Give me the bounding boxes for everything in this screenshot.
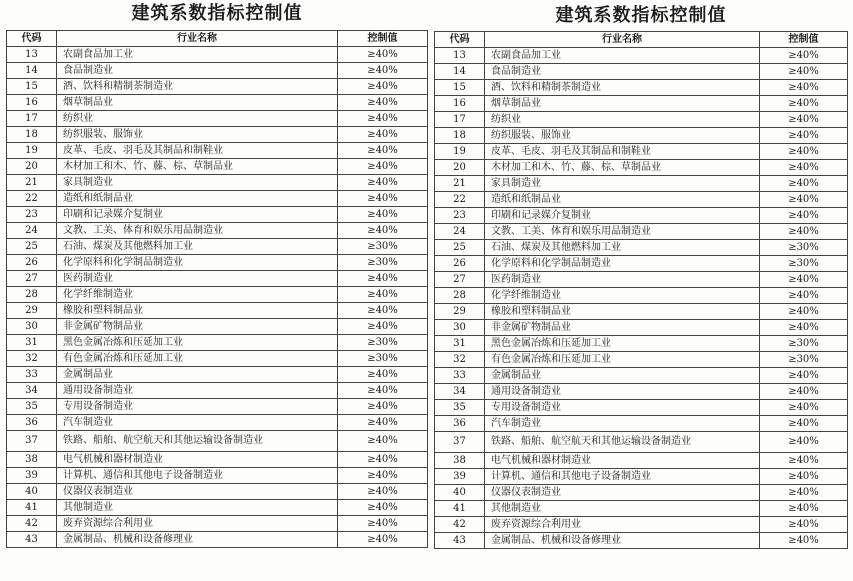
right-table-body xyxy=(435,48,848,549)
cell-code: 36 xyxy=(435,416,485,432)
cell-code: 24 xyxy=(7,223,57,239)
cell-name: 纺织业 xyxy=(57,111,338,127)
table-row xyxy=(7,127,428,143)
cell-code: 42 xyxy=(7,516,57,532)
cell-name: 木材加工和木、竹、藤、棕、草制品业 xyxy=(485,160,760,176)
cell-name: 废弃资源综合利用业 xyxy=(57,516,338,532)
cell-value: ≥40% xyxy=(338,468,428,484)
cell-name: 文教、工美、体育和娱乐用品制造业 xyxy=(485,224,760,240)
cell-name: 黑色金属冶炼和压延加工业 xyxy=(57,335,338,351)
cell-value: ≥40% xyxy=(760,384,848,400)
cell-name: 废弃资源综合利用业 xyxy=(485,517,760,533)
cell-name: 有色金属冶炼和压延加工业 xyxy=(57,351,338,367)
cell-value: ≥40% xyxy=(760,224,848,240)
cell-code: 15 xyxy=(7,79,57,95)
cell-name: 化学纤维制造业 xyxy=(57,287,338,303)
table-row xyxy=(435,288,848,304)
cell-code: 18 xyxy=(435,128,485,144)
table-row xyxy=(7,175,428,191)
cell-name: 文教、工美、体育和娱乐用品制造业 xyxy=(57,223,338,239)
left-table-header-row xyxy=(7,31,428,47)
cell-value: ≥40% xyxy=(338,367,428,383)
cell-name: 汽车制造业 xyxy=(485,416,760,432)
cell-code: 15 xyxy=(435,80,485,96)
cell-value: ≥40% xyxy=(338,431,428,452)
cell-value: ≥40% xyxy=(338,452,428,468)
cell-value: ≥40% xyxy=(760,192,848,208)
right-table-panel xyxy=(434,0,848,549)
cell-value: ≥40% xyxy=(760,112,848,128)
cell-code: 34 xyxy=(7,383,57,399)
cell-code: 35 xyxy=(435,400,485,416)
cell-name: 酒、饮料和精制茶制造业 xyxy=(485,80,760,96)
cell-value: ≥30% xyxy=(338,351,428,367)
cell-code: 35 xyxy=(7,399,57,415)
cell-code: 27 xyxy=(435,272,485,288)
table-row xyxy=(435,272,848,288)
left-table-body xyxy=(7,47,428,548)
cell-name: 食品制造业 xyxy=(485,64,760,80)
cell-code: 17 xyxy=(7,111,57,127)
right-table-header-row xyxy=(435,32,848,48)
cell-name: 印刷和记录媒介复制业 xyxy=(485,208,760,224)
table-row xyxy=(435,384,848,400)
cell-code: 30 xyxy=(7,319,57,335)
cell-name: 酒、饮料和精制茶制造业 xyxy=(57,79,338,95)
cell-name: 医药制造业 xyxy=(485,272,760,288)
left-header-code: 代码 xyxy=(7,31,57,47)
cell-name: 计算机、通信和其他电子设备制造业 xyxy=(485,469,760,485)
cell-value: ≥40% xyxy=(338,500,428,516)
cell-code: 25 xyxy=(435,240,485,256)
cell-code: 25 xyxy=(7,239,57,255)
table-row xyxy=(7,516,428,532)
cell-name: 石油、煤炭及其他燃料加工业 xyxy=(485,240,760,256)
cell-code: 27 xyxy=(7,271,57,287)
table-row xyxy=(7,383,428,399)
left-table-panel xyxy=(6,0,428,548)
cell-name: 汽车制造业 xyxy=(57,415,338,431)
left-control-value-table xyxy=(6,30,428,548)
cell-code: 13 xyxy=(435,48,485,64)
cell-code: 33 xyxy=(7,367,57,383)
cell-value: ≥40% xyxy=(760,64,848,80)
cell-value: ≥40% xyxy=(338,484,428,500)
right-header-value: 控制值 xyxy=(760,32,848,48)
table-row xyxy=(435,517,848,533)
table-row xyxy=(7,79,428,95)
cell-name: 家具制造业 xyxy=(57,175,338,191)
cell-name: 专用设备制造业 xyxy=(57,399,338,415)
cell-value: ≥40% xyxy=(338,532,428,548)
table-row xyxy=(435,533,848,549)
table-row xyxy=(7,452,428,468)
cell-name: 非金属矿物制品业 xyxy=(57,319,338,335)
cell-value: ≥30% xyxy=(760,240,848,256)
cell-code: 38 xyxy=(435,453,485,469)
table-row xyxy=(435,256,848,272)
table-row xyxy=(7,500,428,516)
cell-value: ≥40% xyxy=(760,272,848,288)
table-row xyxy=(7,143,428,159)
cell-name: 黑色金属冶炼和压延加工业 xyxy=(485,336,760,352)
table-row xyxy=(435,48,848,64)
cell-value: ≥40% xyxy=(338,191,428,207)
table-row xyxy=(435,64,848,80)
cell-code: 37 xyxy=(7,431,57,452)
cell-value: ≥40% xyxy=(338,127,428,143)
cell-code: 24 xyxy=(435,224,485,240)
cell-code: 33 xyxy=(435,368,485,384)
table-row xyxy=(7,207,428,223)
table-row xyxy=(435,304,848,320)
cell-name: 皮革、毛皮、羽毛及其制品和制鞋业 xyxy=(485,144,760,160)
cell-name: 印刷和记录媒介复制业 xyxy=(57,207,338,223)
cell-name: 纺织服装、服饰业 xyxy=(485,128,760,144)
cell-code: 31 xyxy=(7,335,57,351)
cell-value: ≥40% xyxy=(338,223,428,239)
cell-name: 电气机械和器材制造业 xyxy=(57,452,338,468)
cell-name: 计算机、通信和其他电子设备制造业 xyxy=(57,468,338,484)
cell-value: ≥40% xyxy=(338,63,428,79)
cell-value: ≥40% xyxy=(760,432,848,453)
table-row xyxy=(7,468,428,484)
cell-name: 化学原料和化学制品制造业 xyxy=(57,255,338,271)
cell-value: ≥30% xyxy=(760,336,848,352)
cell-code: 22 xyxy=(7,191,57,207)
cell-value: ≥40% xyxy=(338,175,428,191)
table-row xyxy=(7,303,428,319)
cell-name: 电气机械和器材制造业 xyxy=(485,453,760,469)
table-row xyxy=(435,160,848,176)
table-row xyxy=(435,416,848,432)
table-row xyxy=(7,223,428,239)
cell-code: 28 xyxy=(7,287,57,303)
cell-code: 34 xyxy=(435,384,485,400)
table-row xyxy=(7,367,428,383)
cell-value: ≥40% xyxy=(338,383,428,399)
cell-name: 铁路、船舶、航空航天和其他运输设备制造业 xyxy=(57,431,338,452)
cell-code: 16 xyxy=(7,95,57,111)
cell-name: 家具制造业 xyxy=(485,176,760,192)
cell-value: ≥40% xyxy=(760,368,848,384)
cell-value: ≥40% xyxy=(760,96,848,112)
cell-name: 其他制造业 xyxy=(57,500,338,516)
cell-value: ≥40% xyxy=(760,48,848,64)
table-row xyxy=(435,96,848,112)
cell-value: ≥40% xyxy=(760,144,848,160)
cell-name: 通用设备制造业 xyxy=(57,383,338,399)
cell-name: 农副食品加工业 xyxy=(57,47,338,63)
table-row xyxy=(7,239,428,255)
table-row xyxy=(7,415,428,431)
table-row xyxy=(435,224,848,240)
table-row xyxy=(435,501,848,517)
cell-code: 28 xyxy=(435,288,485,304)
cell-value: ≥40% xyxy=(338,79,428,95)
cell-code: 23 xyxy=(7,207,57,223)
cell-code: 23 xyxy=(435,208,485,224)
table-row xyxy=(435,192,848,208)
table-row xyxy=(435,208,848,224)
cell-value: ≥40% xyxy=(760,128,848,144)
cell-value: ≥40% xyxy=(338,271,428,287)
cell-value: ≥40% xyxy=(338,111,428,127)
cell-code: 22 xyxy=(435,192,485,208)
cell-value: ≥40% xyxy=(760,288,848,304)
left-table-title: 建筑系数指标控制值 xyxy=(131,3,303,24)
cell-value: ≥40% xyxy=(760,80,848,96)
table-row xyxy=(435,112,848,128)
cell-code: 21 xyxy=(7,175,57,191)
cell-code: 26 xyxy=(7,255,57,271)
cell-value: ≥40% xyxy=(760,533,848,549)
table-row xyxy=(435,336,848,352)
cell-value: ≥40% xyxy=(760,400,848,416)
cell-value: ≥40% xyxy=(338,159,428,175)
cell-code: 36 xyxy=(7,415,57,431)
table-row xyxy=(435,352,848,368)
table-row xyxy=(435,469,848,485)
cell-code: 29 xyxy=(7,303,57,319)
table-row xyxy=(435,400,848,416)
cell-code: 32 xyxy=(7,351,57,367)
table-row xyxy=(7,532,428,548)
cell-code: 19 xyxy=(7,143,57,159)
cell-value: ≥40% xyxy=(338,47,428,63)
cell-code: 31 xyxy=(435,336,485,352)
cell-code: 41 xyxy=(7,500,57,516)
cell-code: 20 xyxy=(435,160,485,176)
table-row xyxy=(7,399,428,415)
cell-value: ≥40% xyxy=(338,287,428,303)
right-header-code: 代码 xyxy=(435,32,485,48)
cell-code: 30 xyxy=(435,320,485,336)
cell-name: 医药制造业 xyxy=(57,271,338,287)
cell-code: 17 xyxy=(435,112,485,128)
cell-code: 39 xyxy=(435,469,485,485)
cell-name: 造纸和纸制品业 xyxy=(485,192,760,208)
cell-value: ≥40% xyxy=(338,143,428,159)
cell-value: ≥30% xyxy=(760,256,848,272)
cell-value: ≥40% xyxy=(338,303,428,319)
table-row xyxy=(435,144,848,160)
cell-name: 石油、煤炭及其他燃料加工业 xyxy=(57,239,338,255)
cell-name: 金属制品、机械和设备修理业 xyxy=(57,532,338,548)
cell-name: 仪器仪表制造业 xyxy=(485,485,760,501)
cell-name: 铁路、船舶、航空航天和其他运输设备制造业 xyxy=(485,432,760,453)
cell-code: 43 xyxy=(7,532,57,548)
cell-code: 37 xyxy=(435,432,485,453)
cell-value: ≥40% xyxy=(760,176,848,192)
cell-value: ≥40% xyxy=(760,208,848,224)
cell-name: 有色金属冶炼和压延加工业 xyxy=(485,352,760,368)
table-row xyxy=(435,453,848,469)
cell-code: 43 xyxy=(435,533,485,549)
right-table-title: 建筑系数指标控制值 xyxy=(555,5,727,26)
table-row xyxy=(7,484,428,500)
cell-name: 仪器仪表制造业 xyxy=(57,484,338,500)
cell-code: 32 xyxy=(435,352,485,368)
cell-code: 42 xyxy=(435,517,485,533)
cell-name: 烟草制品业 xyxy=(485,96,760,112)
cell-code: 19 xyxy=(435,144,485,160)
cell-value: ≥40% xyxy=(760,469,848,485)
cell-code: 41 xyxy=(435,501,485,517)
left-header-name: 行业名称 xyxy=(57,31,338,47)
cell-name: 金属制品业 xyxy=(485,368,760,384)
table-row xyxy=(7,319,428,335)
cell-name: 非金属矿物制品业 xyxy=(485,320,760,336)
cell-value: ≥30% xyxy=(760,352,848,368)
table-row xyxy=(435,485,848,501)
cell-name: 其他制造业 xyxy=(485,501,760,517)
table-row xyxy=(7,271,428,287)
table-row xyxy=(7,63,428,79)
cell-code: 14 xyxy=(7,63,57,79)
cell-name: 皮革、毛皮、羽毛及其制品和制鞋业 xyxy=(57,143,338,159)
cell-code: 40 xyxy=(7,484,57,500)
table-row xyxy=(7,335,428,351)
cell-name: 橡胶和塑料制品业 xyxy=(57,303,338,319)
table-row xyxy=(435,80,848,96)
table-row xyxy=(435,368,848,384)
cell-name: 农副食品加工业 xyxy=(485,48,760,64)
cell-value: ≥30% xyxy=(338,255,428,271)
table-row xyxy=(7,191,428,207)
cell-name: 化学纤维制造业 xyxy=(485,288,760,304)
right-header-name: 行业名称 xyxy=(485,32,760,48)
cell-name: 烟草制品业 xyxy=(57,95,338,111)
cell-code: 26 xyxy=(435,256,485,272)
cell-code: 38 xyxy=(7,452,57,468)
cell-name: 纺织业 xyxy=(485,112,760,128)
cell-name: 金属制品、机械和设备修理业 xyxy=(485,533,760,549)
cell-value: ≥40% xyxy=(338,95,428,111)
cell-code: 29 xyxy=(435,304,485,320)
cell-name: 橡胶和塑料制品业 xyxy=(485,304,760,320)
table-row xyxy=(7,255,428,271)
cell-value: ≥40% xyxy=(338,516,428,532)
cell-code: 40 xyxy=(435,485,485,501)
cell-code: 14 xyxy=(435,64,485,80)
left-header-value: 控制值 xyxy=(338,31,428,47)
cell-code: 21 xyxy=(435,176,485,192)
table-row xyxy=(7,95,428,111)
table-row xyxy=(7,287,428,303)
table-row xyxy=(7,47,428,63)
cell-name: 木材加工和木、竹、藤、棕、草制品业 xyxy=(57,159,338,175)
cell-code: 16 xyxy=(435,96,485,112)
cell-value: ≥40% xyxy=(338,399,428,415)
cell-value: ≥40% xyxy=(338,415,428,431)
table-row xyxy=(435,432,848,453)
cell-value: ≥40% xyxy=(760,320,848,336)
cell-value: ≥40% xyxy=(760,416,848,432)
cell-value: ≥40% xyxy=(760,485,848,501)
table-row xyxy=(7,159,428,175)
table-row xyxy=(7,431,428,452)
table-row xyxy=(435,128,848,144)
table-row xyxy=(7,111,428,127)
cell-value: ≥40% xyxy=(760,160,848,176)
right-control-value-table xyxy=(434,31,848,549)
cell-value: ≥40% xyxy=(760,304,848,320)
cell-name: 通用设备制造业 xyxy=(485,384,760,400)
cell-name: 纺织服装、服饰业 xyxy=(57,127,338,143)
cell-code: 39 xyxy=(7,468,57,484)
cell-code: 20 xyxy=(7,159,57,175)
cell-code: 18 xyxy=(7,127,57,143)
cell-value: ≥40% xyxy=(760,517,848,533)
cell-name: 食品制造业 xyxy=(57,63,338,79)
cell-value: ≥40% xyxy=(338,207,428,223)
cell-name: 造纸和纸制品业 xyxy=(57,191,338,207)
table-row xyxy=(435,320,848,336)
cell-code: 13 xyxy=(7,47,57,63)
cell-name: 化学原料和化学制品制造业 xyxy=(485,256,760,272)
cell-value: ≥40% xyxy=(338,319,428,335)
table-row xyxy=(7,351,428,367)
cell-value: ≥30% xyxy=(338,239,428,255)
cell-name: 金属制品业 xyxy=(57,367,338,383)
cell-name: 专用设备制造业 xyxy=(485,400,760,416)
cell-value: ≥30% xyxy=(338,335,428,351)
table-row xyxy=(435,240,848,256)
cell-value: ≥40% xyxy=(760,453,848,469)
table-row xyxy=(435,176,848,192)
cell-value: ≥40% xyxy=(760,501,848,517)
